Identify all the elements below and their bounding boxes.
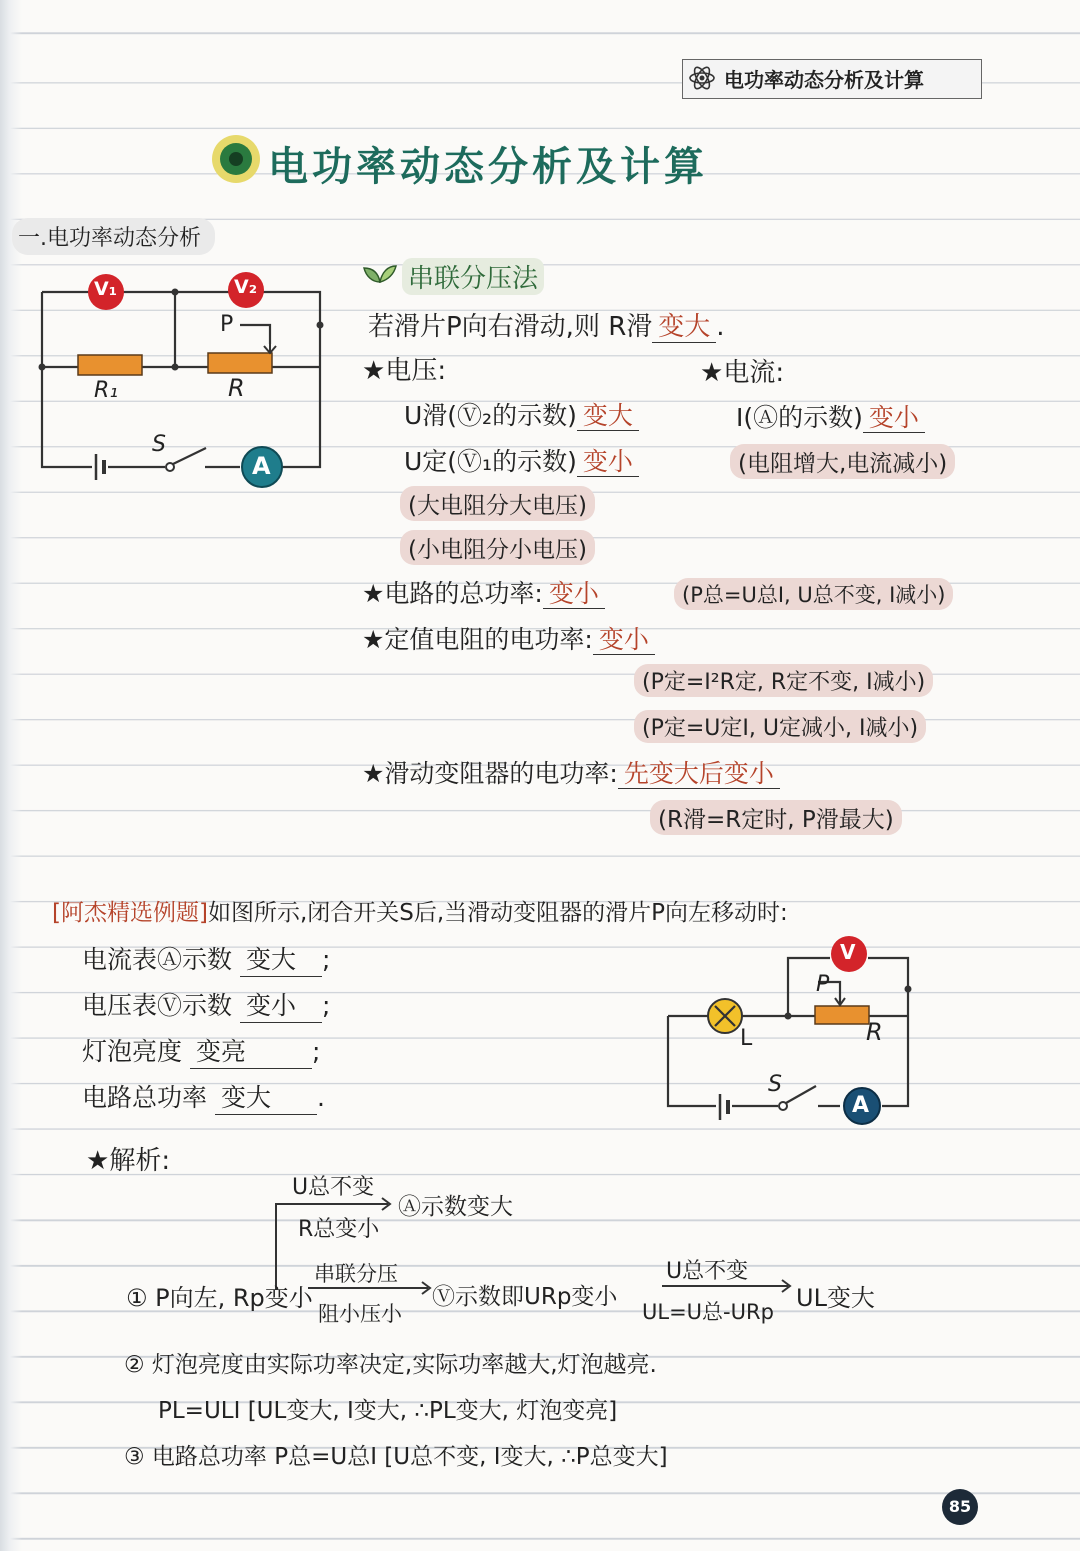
- voltage-label-text: 电压:: [385, 356, 447, 386]
- flow-end-result: UL变大: [796, 1284, 875, 1312]
- voltage-line-2: [404, 442, 639, 478]
- current-line-1-val: 变小: [863, 403, 925, 433]
- star-icon: ★: [362, 625, 385, 654]
- voltage-line-2-pre: U定(Ⓥ₁的示数): [404, 447, 577, 476]
- example-tag: [阿杰精选例题]: [52, 900, 208, 926]
- fixed-power-note-2: (P定=U定I, U定减小, I减小): [634, 710, 926, 743]
- resistor-r1-label: R₁: [94, 378, 119, 403]
- analysis-point-3: ③ 电路总功率 P总=U总I [U总不变, I变大, ∴P总变大]: [124, 1444, 668, 1470]
- intro-pre: 若滑片P向右滑动,则 R滑: [368, 312, 653, 342]
- intro-val: 变大: [652, 312, 716, 343]
- star-icon: ★: [700, 358, 724, 388]
- answer-row: [82, 1078, 325, 1115]
- meter-v1-label: V₁: [94, 278, 118, 300]
- meter-v2-label: V₂: [234, 276, 258, 298]
- voltage-line-1-pre: U滑(Ⓥ₂的示数): [404, 401, 577, 430]
- flow-start: ① P向左, Rp变小: [126, 1284, 313, 1312]
- flow-top-below: R总变小: [298, 1217, 380, 1242]
- intro-line: [368, 306, 725, 343]
- current-label: [700, 352, 784, 389]
- analysis-point-2-line-1: ② 灯泡亮度由实际功率决定,实际功率越大,灯泡越亮.: [124, 1352, 657, 1378]
- fixed-power-line: [362, 620, 655, 656]
- voltage-line-1-val: 变大: [577, 401, 639, 431]
- answer-row: [82, 940, 330, 977]
- total-power-val: 变小: [543, 579, 605, 609]
- meter-a-label: A: [252, 452, 271, 480]
- voltage-line-1: [404, 396, 639, 432]
- resistor-r2-label: R: [866, 1018, 883, 1046]
- answer-row: [82, 986, 330, 1023]
- answer-label: 电压表Ⓥ示数: [82, 991, 233, 1020]
- slider-p-label: P: [220, 312, 234, 337]
- lamp-l-label: L: [740, 1026, 753, 1051]
- star-icon: ★: [362, 356, 386, 386]
- leaf-icon: [362, 262, 398, 286]
- method-heading: 串联分压法: [402, 258, 544, 295]
- flow-top-above: U总不变: [292, 1175, 375, 1200]
- answer-end: .: [316, 1083, 325, 1112]
- flow-top-result: Ⓐ示数变大: [398, 1194, 513, 1220]
- answer-end: ;: [321, 945, 331, 974]
- voltage-label: [362, 350, 446, 387]
- answer-row: [82, 1032, 320, 1069]
- atom-icon: [688, 64, 716, 92]
- total-power-note: (P总=U总I, U总不变, I减小): [674, 578, 953, 610]
- flow-mid-below: 阻小压小: [318, 1302, 402, 1326]
- slider-power-val: 先变大后变小: [618, 759, 780, 789]
- star-icon: ★: [362, 759, 385, 788]
- switch-s2-label: S: [768, 1072, 782, 1097]
- slider-power-line: [362, 754, 780, 790]
- fixed-power-note-1: (P定=I²R定, R定不变, I减小): [634, 664, 933, 697]
- intro-post: .: [716, 312, 725, 342]
- meter-a2-label: A: [852, 1093, 870, 1118]
- page-number: 85: [942, 1489, 978, 1525]
- flow-end-above: U总不变: [666, 1259, 749, 1284]
- switch-s-label: S: [152, 432, 166, 457]
- star-icon: ★: [86, 1146, 110, 1176]
- analysis-label-text: 解析:: [109, 1146, 171, 1176]
- example-question: [52, 894, 788, 927]
- total-power-line: [362, 574, 605, 610]
- voltage-note-2: (小电阻分小电压): [400, 530, 595, 565]
- page-title: 电功率动态分析及计算: [268, 144, 708, 190]
- slider-power-note: (R滑=R定时, P滑最大): [650, 800, 902, 835]
- answer-end: ;: [321, 991, 331, 1020]
- resistor-r-label: R: [228, 374, 245, 402]
- answer-val: 变大: [215, 1078, 317, 1115]
- analysis-label: [86, 1140, 170, 1177]
- answer-val: 变小: [240, 986, 322, 1023]
- title-badge-icon: [210, 133, 262, 185]
- example-question-text: 如图所示,闭合开关S后,当滑动变阻器的滑片P向左移动时:: [207, 900, 788, 926]
- answer-end: ;: [311, 1037, 321, 1066]
- circuit-diagram-1: [30, 262, 340, 502]
- header-tag-text: 电功率动态分析及计算: [724, 68, 924, 92]
- slider-power-label: 滑动变阻器的电功率:: [384, 759, 618, 788]
- flow-mid-above: 串联分压: [314, 1262, 398, 1286]
- answer-val: 变大: [240, 940, 322, 977]
- section1-heading: 一.电功率动态分析: [12, 218, 215, 255]
- current-note: (电阻增大,电流减小): [730, 444, 955, 479]
- circuit-diagram-2: [660, 934, 922, 1134]
- meter-v-label: V: [840, 940, 856, 964]
- answer-label: 电路总功率: [82, 1083, 208, 1112]
- flow-end-below: UL=U总-URp: [642, 1300, 774, 1324]
- voltage-line-2-val: 变小: [577, 447, 639, 477]
- answer-val: 变亮: [190, 1032, 312, 1069]
- fixed-power-label: 定值电阻的电功率:: [384, 625, 593, 654]
- slider-p2-label: P: [816, 972, 830, 997]
- answer-label: 灯泡亮度: [82, 1037, 183, 1066]
- current-label-text: 电流:: [723, 358, 785, 388]
- fixed-power-val: 变小: [593, 625, 655, 655]
- flow-mid-result: Ⓥ示数即URp变小: [432, 1284, 618, 1310]
- total-power-label: 电路的总功率:: [384, 579, 543, 608]
- star-icon: ★: [362, 579, 385, 608]
- current-line-1-pre: I(Ⓐ的示数): [736, 403, 863, 432]
- current-line-1: [736, 398, 925, 434]
- answer-label: 电流表Ⓐ示数: [82, 945, 233, 974]
- voltage-note-1: (大电阻分大电压): [400, 486, 595, 521]
- analysis-point-2-line-2: PL=ULI [UL变大, I变大, ∴PL变大, 灯泡变亮]: [158, 1398, 618, 1424]
